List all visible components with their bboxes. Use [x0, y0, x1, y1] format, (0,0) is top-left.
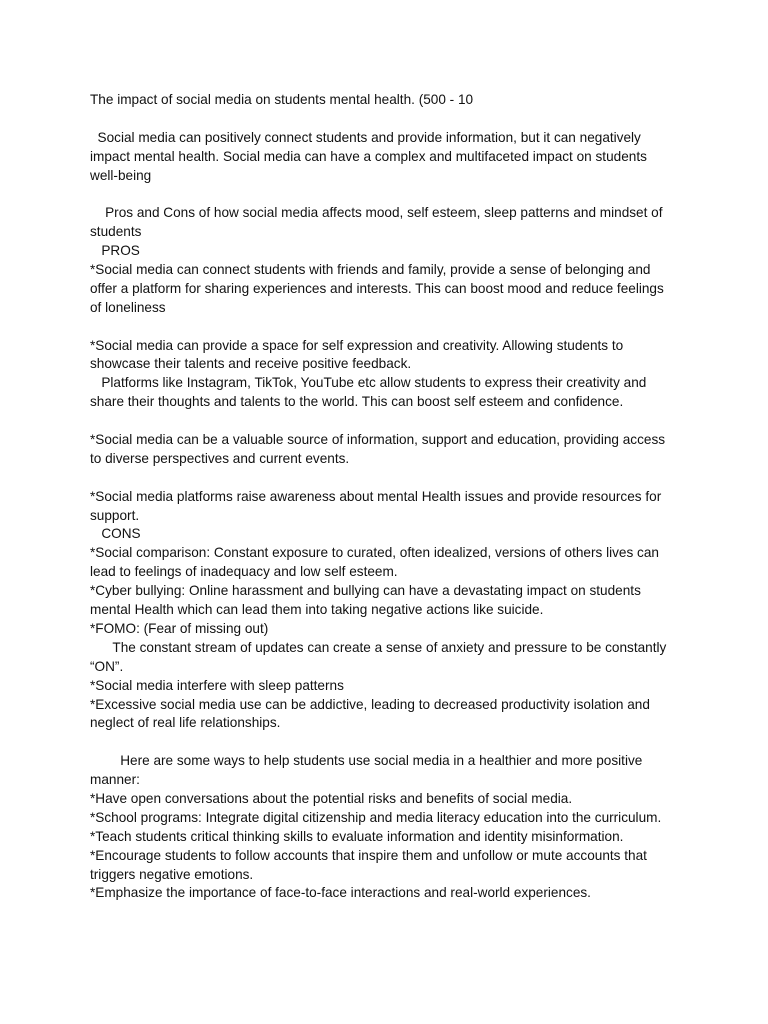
text-line: share their thoughts and talents to the world. This can boost self esteem and confidence.	[90, 394, 624, 410]
text-line: Platforms like Instagram, TikTok, YouTube etc allow students to express their creativity and	[90, 375, 647, 391]
text-line: *Cyber bullying: Online harassment and bullying can have a devastating impact on students	[90, 583, 641, 599]
text-line: The constant stream of updates can create a sense of anxiety and pressure to be constantly	[90, 639, 667, 655]
text-line: lead to feelings of inadequacy and low self esteem.	[90, 564, 398, 580]
text-line: offer a platform for sharing experiences and interests. This can boost mood and reduce feelings	[90, 280, 664, 296]
text-line: *Social media can be a valuable source of information, support and education, providing access	[90, 432, 666, 448]
text-line: *Emphasize the importance of face-to-face interactions and real-world experiences.	[90, 885, 591, 901]
text-line: *Encourage students to follow accounts that inspire them and unfollow or mute accounts that	[90, 847, 647, 863]
pros-heading: PROS	[90, 243, 140, 259]
text-line: “ON”.	[90, 658, 124, 674]
cons-heading: CONS	[90, 526, 141, 542]
text-line: *Have open conversations about the potential risks and benefits of social media.	[90, 790, 573, 806]
text-line: Social media can positively connect students and provide information, but it can negatively	[90, 129, 641, 145]
document-body	[90, 91, 690, 903]
text-line: *School programs: Integrate digital citizenship and media literacy education into the curriculum.	[90, 809, 662, 825]
document-title: The impact of social media on students mental health. (500 - 10	[90, 92, 474, 107]
text-line: to diverse perspectives and current events.	[90, 450, 350, 466]
text-line: support.	[90, 507, 140, 523]
text-line: *Social media can provide a space for self expression and creativity. Allowing students to	[90, 337, 624, 353]
blank-line	[90, 110, 690, 129]
section-heading: students	[90, 224, 142, 240]
text-line: impact mental health. Social media can have a complex and multifaceted impact on students	[90, 148, 647, 164]
blank-line	[90, 733, 690, 752]
text-line: Here are some ways to help students use social media in a healthier and more positive	[90, 753, 643, 769]
text-line: showcase their talents and receive positive feedback.	[90, 356, 412, 372]
text-line: manner:	[90, 772, 140, 788]
text-line: *Social media interfere with sleep patterns	[90, 677, 344, 693]
blank-line	[90, 318, 690, 337]
text-line: well-being	[90, 167, 152, 183]
text-line: *Social comparison: Constant exposure to curated, often idealized, versions of others lives can	[90, 545, 659, 561]
blank-line	[90, 469, 690, 488]
section-heading: Pros and Cons of how social media affects mood, self esteem, sleep patterns and mindset of	[90, 205, 663, 221]
text-line: triggers negative emotions.	[90, 866, 254, 882]
text-line: *Social media platforms raise awareness about mental Health issues and provide resources for	[90, 488, 662, 504]
text-line: *Teach students critical thinking skills to evaluate information and identity misinformation.	[90, 828, 624, 844]
text-line: *Excessive social media use can be addictive, leading to decreased productivity isolation and	[90, 696, 650, 712]
text-line: of loneliness	[90, 299, 166, 315]
blank-line	[90, 185, 690, 204]
text-line: *FOMO: (Fear of missing out)	[90, 620, 269, 636]
text-line: neglect of real life relationships.	[90, 715, 281, 731]
text-line: *Social media can connect students with friends and family, provide a sense of belonging and	[90, 262, 651, 278]
text-line: mental Health which can lead them into taking negative actions like suicide.	[90, 602, 544, 618]
blank-line	[90, 412, 690, 431]
